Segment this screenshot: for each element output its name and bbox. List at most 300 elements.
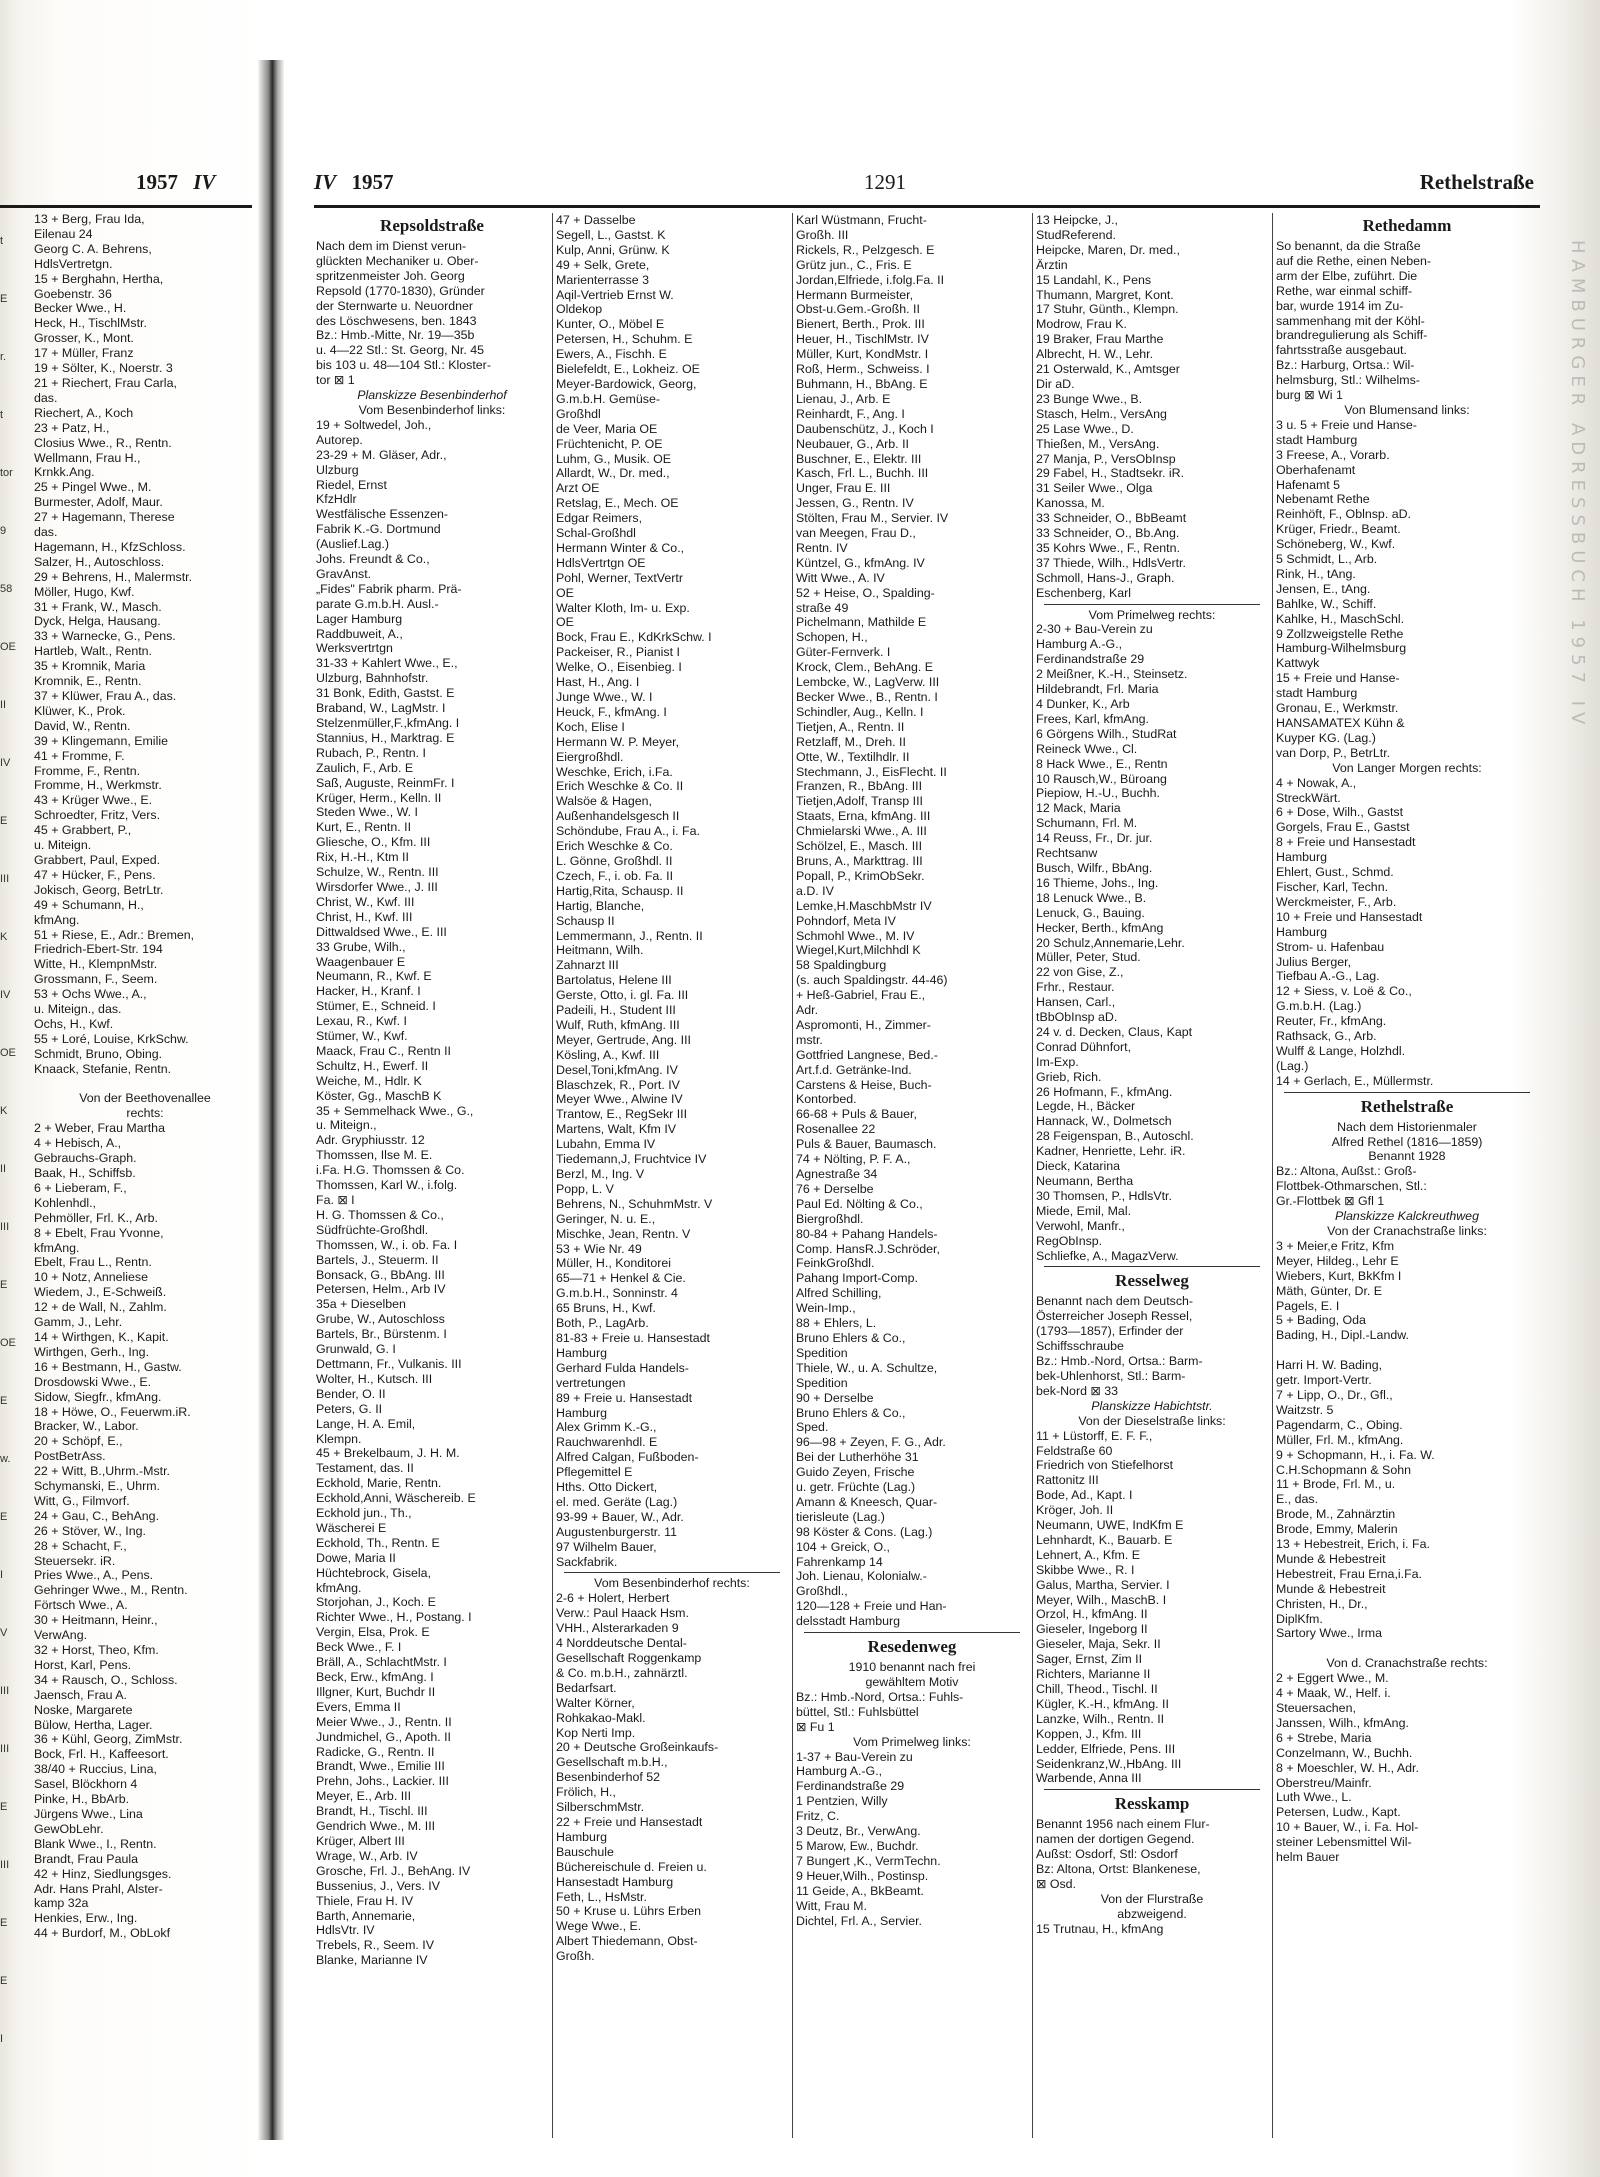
directory-entry: Goebenstr. 36	[34, 286, 112, 301]
section-note: abzweigend.	[1117, 1906, 1187, 1921]
directory-entry: + Heß-Gabriel, Frau E.,	[796, 988, 926, 1003]
directory-entry: Obst-u.Gem.-Großh. II	[796, 302, 920, 317]
directory-entry: de Veer, Maria OE	[556, 421, 658, 436]
directory-entry: Strom- u. Hafenbau	[1276, 939, 1385, 954]
directory-entry: Peters, G. II	[316, 1401, 383, 1416]
directory-entry: 12 + de Wall, N., Zahlm.	[34, 1300, 167, 1315]
directory-entry: 13 Heipcke, J.,	[1036, 213, 1118, 227]
directory-entry: Carstens & Heise, Buch-	[796, 1077, 932, 1092]
directory-entry: Krüger, Albert III	[316, 1833, 405, 1848]
directory-entry: 32 + Horst, Theo, Kfm.	[34, 1643, 159, 1657]
directory-entry: Evers, Emma II	[316, 1699, 401, 1714]
directory-entry: Meyer, Gertrude, Ang. III	[556, 1032, 691, 1047]
directory-entry: 27 Manja, P., VersObInsp	[1036, 451, 1176, 466]
directory-entry: Hamburg	[556, 1405, 607, 1420]
directory-entry: 11 Geide, A., BkBeamt.	[796, 1883, 924, 1898]
directory-entry: Blaschzek, R., Port. IV	[556, 1077, 680, 1092]
directory-entry: Tiefbau A.-G., Lag.	[1276, 969, 1380, 984]
directory-entry: Art.f.d. Getränke-Ind.	[796, 1062, 912, 1077]
directory-entry: 7 + Lipp, O., Dr., Gfl.,	[1276, 1387, 1393, 1402]
directory-entry: stadt Hamburg	[1276, 432, 1358, 447]
directory-entry: Hacker, H., Kranf. I	[316, 984, 421, 999]
directory-entry: Thomssen, W., i. ob. Fa. I	[316, 1237, 458, 1252]
directory-entry: Ebelt, Frau L., Rentn.	[34, 1255, 152, 1270]
directory-entry: Wiebers, Kurt, BkKfm I	[1276, 1268, 1402, 1283]
directory-entry: 35 + Semmelhack Wwe., G.,	[316, 1103, 474, 1118]
directory-entry: 3 + Meier,e Fritz, Kfm	[1276, 1238, 1395, 1253]
directory-entry: Wein-Imp.,	[796, 1301, 856, 1316]
directory-entry: Schmohl Wwe., M. IV	[796, 928, 915, 943]
directory-entry: Galus, Martha, Servier. I	[1036, 1577, 1170, 1592]
directory-entry: Harri H. W. Bading,	[1276, 1358, 1383, 1373]
directory-entry: Lager Hamburg	[316, 611, 403, 626]
directory-entry: parate G.m.b.H. Ausl.-	[316, 596, 439, 611]
directory-entry: 26 + Stöver, W., Ing.	[34, 1523, 146, 1538]
directory-entry: u. Miteign.	[34, 838, 92, 853]
section-note: Vom Besenbinderhof links:	[358, 402, 506, 417]
margin-codes	[0, 212, 18, 2142]
directory-entry: Bruno Ehlers & Co.,	[796, 1330, 906, 1345]
directory-entry: getr. Import-Vertr.	[1276, 1373, 1372, 1388]
directory-entry: (1793—1857), Erfinder der	[1036, 1324, 1184, 1339]
directory-entry: Janssen, Wilh., kfmAng.	[1276, 1715, 1409, 1730]
directory-entry: Schliefke, A., MagazVerw.	[1036, 1248, 1179, 1263]
directory-entry: 38/40 + Ruccius, Lina,	[34, 1762, 157, 1777]
directory-entry: Stölten, Frau M., Servier. IV	[796, 511, 949, 526]
directory-entry: Repsold (1770-1830), Gründer	[316, 283, 485, 298]
directory-entry: 22 + Witt, B.,Uhrm.-Mstr.	[34, 1464, 170, 1479]
directory-entry: Besenbinderhof 52	[556, 1770, 661, 1785]
book-gutter	[258, 60, 284, 2140]
directory-entry: 22 von Gise, Z.,	[1036, 965, 1124, 980]
directory-entry: Wulff & Lange, Holzhdl.	[1276, 1043, 1406, 1058]
directory-entry: 28 + Schacht, F.,	[34, 1538, 127, 1553]
directory-entry: Wrage, W., Arb. IV	[316, 1848, 418, 1863]
margin-code: OE	[0, 1337, 16, 1349]
directory-entry: Hüchtebrock, Gisela,	[316, 1565, 432, 1580]
directory-entry: Verw.: Paul Haack Hsm.	[556, 1606, 689, 1621]
directory-entry: Karl Wüstmann, Frucht-	[796, 213, 927, 227]
directory-entry: 66-68 + Puls & Bauer,	[796, 1107, 917, 1122]
directory-entry: Benannt nach dem Deutsch-	[1036, 1294, 1194, 1309]
directory-entry: Ulzburg, Bahnhofstr.	[316, 671, 429, 686]
section-divider	[1044, 1789, 1260, 1790]
directory-entry: Sped.	[796, 1420, 829, 1435]
directory-entry: David, W., Rentn.	[34, 718, 131, 733]
directory-entry: Becker Wwe., H.	[34, 301, 127, 316]
section-divider	[1044, 1266, 1260, 1267]
directory-entry: Wirthgen, Gerh., Ing.	[34, 1344, 150, 1359]
directory-entry: 8 + Ebelt, Frau Yvonne,	[34, 1225, 164, 1240]
directory-entry: PostBetrAss.	[34, 1449, 106, 1464]
directory-entry: Rosenallee 22	[796, 1122, 876, 1137]
directory-entry: Müller, H., Konditorei	[556, 1256, 672, 1271]
section-note: Von d. Cranachstraße rechts:	[1326, 1656, 1488, 1671]
directory-entry: Brandt, H., Tischl. III	[316, 1804, 428, 1819]
directory-entry: Henkies, Erw., Ing.	[34, 1911, 138, 1926]
directory-entry: Bz.: Harburg, Ortsa.: Wil-	[1276, 358, 1415, 373]
directory-entry: Luth Wwe., L.	[1276, 1790, 1352, 1805]
directory-entry: 15 + Berghahn, Hertha,	[34, 271, 164, 286]
directory-entry: Pagendarm, C., Obing.	[1276, 1417, 1403, 1432]
directory-entry: Pagels, E. I	[1276, 1298, 1340, 1313]
directory-entry: u. Miteign., das.	[34, 1002, 122, 1017]
section-note: rechts:	[126, 1106, 164, 1121]
directory-entry: HdlsVertrtgn OE	[556, 555, 646, 570]
directory-entry: tor ⊠ 1	[316, 373, 355, 388]
column-divider	[1032, 213, 1033, 2138]
directory-entry: Müller, Frl. M., kfmAng.	[1276, 1432, 1404, 1447]
directory-entry: Dittwaldsed Wwe., E. III	[316, 924, 447, 939]
directory-entry: 65—71 + Henkel & Cie.	[556, 1271, 686, 1286]
directory-entry: 13 + Hebestreit, Erich, i. Fa.	[1276, 1537, 1430, 1552]
directory-entry: Storjohan, J., Koch. E	[316, 1595, 436, 1610]
directory-entry: Bienert, Berth., Prok. III	[796, 317, 925, 332]
directory-entry: Krüger, Herm., Kelln. II	[316, 790, 442, 805]
directory-entry: Ferdinandstraße 29	[796, 1779, 905, 1794]
directory-entry: Wiedem, J., E-Schweiß.	[34, 1285, 167, 1300]
directory-entry: 31-33 + Kahlert Wwe., E.,	[316, 656, 458, 671]
directory-entry: 10 + Freie und Hansestadt	[1276, 909, 1423, 924]
directory-entry: 17 + Müller, Franz	[34, 346, 134, 361]
directory-entry: So benannt, da die Straße	[1276, 239, 1421, 253]
directory-entry: Jürgens Wwe., Lina	[34, 1806, 143, 1821]
section-note: 1910 benannt nach frei	[848, 1660, 976, 1675]
directory-entry: Retzlaff, M., Dreh. II	[796, 734, 906, 749]
directory-entry: u. 4—22 Stl.: St. Georg, Nr. 45	[316, 343, 485, 358]
directory-entry: Oberhafenamt	[1276, 462, 1356, 477]
directory-entry: Bode, Ad., Kapt. I	[1036, 1488, 1133, 1503]
directory-entry: Czech, F., i. ob. Fa. II	[556, 868, 674, 883]
directory-entry: Adr. Hans Prahl, Alster-	[34, 1881, 163, 1896]
margin-code: III	[0, 1743, 10, 1755]
directory-entry: Noske, Margarete	[34, 1702, 133, 1717]
street-heading: Rethelstraße	[1360, 1096, 1454, 1116]
directory-entry: Pinke, H., BbArb.	[34, 1792, 130, 1807]
directory-entry: das.	[34, 525, 58, 540]
directory-entry: 8 + Freie und Hansestadt	[1276, 835, 1416, 850]
directory-entry: Biergroßhdl.	[796, 1211, 864, 1226]
section-divider	[1284, 1092, 1530, 1093]
column-1	[316, 213, 548, 2143]
street-heading: Resselweg	[1115, 1271, 1189, 1291]
directory-entry: Hamburg	[556, 1829, 607, 1844]
directory-entry: 4 + Maak, W., Helf. i.	[1276, 1686, 1391, 1701]
directory-entry: Brode, M., Zahnärztin	[1276, 1507, 1396, 1522]
directory-entry: 104 + Greick, O.,	[796, 1539, 891, 1554]
directory-entry: Jensen, E., tAng.	[1276, 581, 1371, 596]
directory-entry: Witte, H., KlempnMstr.	[34, 957, 158, 972]
directory-entry: Bahlke, W., Schiff.	[1276, 596, 1377, 611]
left-column	[34, 212, 256, 2142]
directory-entry: KfzHdlr	[316, 492, 357, 507]
directory-entry: 23 Bunge Wwe., B.	[1036, 391, 1143, 406]
margin-code: OE	[0, 1047, 16, 1059]
directory-entry: 2 Meißner, K.-H., Steinsetz.	[1036, 667, 1188, 682]
directory-entry: des Löschwesens, ben. 1843	[316, 313, 477, 328]
directory-entry: 9 Zollzweigstelle Rethe	[1276, 626, 1404, 641]
directory-entry: Pohl, Werner, TextVertr	[556, 570, 683, 585]
directory-entry: Schöndube, Frau A., i. Fa.	[556, 824, 700, 839]
directory-entry: Waitzstr. 5	[1276, 1402, 1334, 1417]
directory-entry: Gehringer Wwe., M., Rentn.	[34, 1583, 188, 1598]
directory-entry: 17 Stuhr, Günth., Klempn.	[1036, 302, 1179, 317]
directory-entry: GravAnst.	[316, 566, 372, 581]
directory-entry: Fabrik K.-G. Dortmund	[316, 522, 441, 537]
directory-entry: Hermann Winter & Co.,	[556, 540, 685, 555]
directory-entry: Grunwald, G. I	[316, 1342, 396, 1357]
directory-entry: Wege Wwe., E.	[556, 1919, 642, 1934]
directory-entry: RegObInsp.	[1036, 1233, 1103, 1248]
header-rule	[0, 205, 252, 208]
directory-entry: Kasch, Frl. L., Buchh. III	[796, 466, 929, 481]
directory-entry: Krock, Clem., BehAng. E	[796, 660, 934, 675]
directory-entry: Brandt, Frau Paula	[34, 1851, 139, 1866]
directory-entry: Schmoll, Hans-J., Graph.	[1036, 570, 1175, 585]
section-note: Von der Dieselstraße links:	[1078, 1413, 1226, 1428]
directory-entry	[1276, 1343, 1538, 1358]
directory-entry: Sidow, Siegfr., kfmAng.	[34, 1389, 162, 1404]
directory-entry: 16 + Bestmann, H., Gastw.	[34, 1359, 182, 1374]
directory-entry: Knaack, Stefanie, Rentn.	[34, 1061, 172, 1076]
directory-entry: Gesellschaft m.b.H.,	[556, 1755, 668, 1770]
directory-entry: Walter Körner,	[556, 1695, 635, 1710]
directory-entry: Dowe, Maria II	[316, 1550, 396, 1565]
margin-code: III	[0, 1685, 10, 1697]
directory-entry: Petersen, H., Schuhm. E	[556, 332, 693, 347]
margin-code: III	[0, 1859, 10, 1871]
directory-entry: Grube, W., Autoschloss	[316, 1312, 445, 1327]
directory-entry: 88 + Ehlers, L.	[796, 1316, 877, 1331]
directory-entry: Tiedemann,J, Fruchtvice IV	[556, 1152, 707, 1167]
directory-entry: G.m.b.H., Sonninstr. 4	[556, 1286, 678, 1301]
directory-entry: Riedel, Ernst	[316, 477, 387, 492]
directory-entry: Gendrich Wwe., M. III	[316, 1819, 436, 1834]
directory-entry: Bracker, W., Labor.	[34, 1419, 139, 1434]
directory-entry: Allardt, W., Dr. med.,	[556, 466, 670, 481]
directory-entry: HdlsVertretgn.	[34, 256, 113, 271]
section-note: Von Langer Morgen rechts:	[1332, 760, 1482, 775]
section-note: Planskizze Kalckreuthweg	[1335, 1209, 1479, 1224]
directory-entry: Pehmöller, Frl. K., Arb.	[34, 1210, 158, 1225]
directory-entry: Hermann Burmeister,	[796, 287, 914, 302]
directory-entry: Dettmann, Fr., Vulkanis. III	[316, 1356, 462, 1371]
directory-entry: Gliesche, O., Kfm. III	[316, 835, 431, 850]
directory-entry: Retslag, E., Mech. OE	[556, 496, 679, 511]
directory-entry: Förtsch Wwe., A.	[34, 1598, 128, 1613]
directory-entry: Ewers, A., Fischh. E	[556, 347, 667, 362]
margin-code: t	[0, 409, 4, 421]
directory-entry: E., das.	[1276, 1492, 1319, 1507]
directory-entry: Österreicher Joseph Ressel,	[1036, 1309, 1193, 1324]
directory-entry: 35a + Dieselben	[316, 1297, 406, 1312]
directory-entry: 29 + Behrens, H., Malermstr.	[34, 569, 193, 584]
directory-entry: 47 + Hücker, F., Pens.	[34, 867, 156, 882]
year: 1957	[351, 170, 394, 194]
directory-entry: 5 + Bading, Oda	[1276, 1313, 1366, 1328]
directory-entry: 33 Schneider, O., Bb.Ang.	[1036, 526, 1180, 541]
directory-entry: 11 + Lüstorff, E. F. F.,	[1036, 1428, 1153, 1443]
directory-entry: Piepiow, H.-U., Buchh.	[1036, 786, 1160, 801]
directory-entry: Munde & Hebestreit	[1276, 1581, 1386, 1596]
directory-entry: Augustenburgerstr. 11	[556, 1524, 678, 1539]
directory-entry: Im-Exp.	[1036, 1054, 1079, 1069]
directory-entry: tierisleute (Lag.)	[796, 1509, 885, 1524]
directory-entry: Behrens, N., SchuhmMstr. V	[556, 1196, 713, 1211]
directory-entry: Bartolatus, Helene III	[556, 973, 672, 988]
directory-entry: Büchereischule d. Freien u.	[556, 1859, 707, 1874]
directory-entry: Neubauer, G., Arb. II	[796, 436, 909, 451]
directory-entry: Testament, das. II	[316, 1461, 414, 1476]
directory-entry: Jokisch, Georg, BetrLtr.	[34, 882, 164, 897]
directory-entry: el. med. Geräte (Lag.)	[556, 1494, 678, 1509]
directory-entry: Stümer, W., Kwf.	[316, 1029, 408, 1044]
directory-entry: Maack, Frau C., Rentn II	[316, 1043, 451, 1058]
directory-entry: Hartleb, Walt., Rentn.	[34, 644, 152, 659]
directory-entry: Gorgels, Frau E., Gastst	[1276, 820, 1410, 835]
directory-entry: 22 + Freie und Hansestadt	[556, 1814, 703, 1829]
directory-entry: Kattwyk	[1276, 656, 1320, 671]
directory-entry: Eiergroßhdl.	[556, 749, 624, 764]
directory-entry: Kösling, A., Kwf. III	[556, 1047, 660, 1062]
directory-entry: Weiche, M., Hdlr. K	[316, 1073, 422, 1088]
directory-entry: Daubenschütz, J., Koch I	[796, 421, 934, 436]
directory-entry: Georg C. A. Behrens,	[34, 241, 152, 256]
directory-entry: Illgner, Kurt, Buchdr II	[316, 1684, 436, 1699]
directory-entry: Neumann, Bertha	[1036, 1174, 1134, 1188]
directory-entry: 34 + Rausch, O., Schloss.	[34, 1672, 178, 1687]
directory-entry: Lexau, R., Kwf. I	[316, 1014, 407, 1029]
directory-entry: „Fides" Fabrik pharm. Prä-	[316, 581, 462, 596]
directory-entry: Dyck, Helga, Hausang.	[34, 614, 161, 629]
street-heading: Rethedamm	[1362, 216, 1452, 235]
directory-entry: Reuter, Fr., kfmAng.	[1276, 1014, 1387, 1029]
directory-entry: Meier Wwe., J., Rentn. II	[316, 1714, 452, 1729]
margin-code: I	[0, 1569, 4, 1581]
directory-entry: 15 Trutnau, H., kfmAng	[1036, 1921, 1164, 1936]
directory-entry: 24 v. d. Decken, Claus, Kapt	[1036, 1024, 1193, 1039]
directory-entry: Bz.: Hmb.-Nord, Ortsa.: Fuhls-	[796, 1689, 964, 1704]
directory-entry: Hannack, W., Dolmetsch	[1036, 1114, 1172, 1129]
directory-entry: Salzer, H., Autoschloss.	[34, 554, 165, 569]
directory-entry: Becker Wwe., B., Rentn. I	[796, 690, 938, 704]
directory-entry: Pichelmann, Mathilde E	[796, 615, 927, 630]
directory-entry: 19 + Sölter, K., Noerstr. 3	[34, 361, 173, 376]
directory-entry: Hamburg	[556, 1345, 607, 1360]
directory-entry: Reinhöft, F., Oblnsp. aD.	[1276, 507, 1411, 522]
directory-entry: Burmester, Adolf, Maur.	[34, 495, 163, 510]
section-divider	[804, 1632, 1020, 1633]
directory-entry: Alfred Calgan, Fußboden-	[556, 1450, 699, 1465]
directory-entry: 33 + Warnecke, G., Pens.	[34, 629, 176, 644]
directory-entry: Schöneberg, W., Kwf.	[1276, 537, 1396, 552]
directory-entry: 7 Bungert ,K., VermTechn.	[796, 1853, 941, 1868]
directory-entry: Schmidt, Bruno, Obing.	[34, 1046, 163, 1061]
directory-entry: Rink, H., tAng.	[1276, 566, 1356, 581]
directory-entry: Benannt 1956 nach einem Flur-	[1036, 1817, 1210, 1832]
directory-entry: StreckWärt.	[1276, 790, 1341, 805]
directory-entry: 53 + Ochs Wwe., A.,	[34, 987, 147, 1002]
directory-entry: Wolter, H., Kutsch. III	[316, 1371, 433, 1386]
directory-entry: Christen, H., Dr.,	[1276, 1596, 1368, 1611]
directory-entry: Kanossa, M.	[1036, 496, 1105, 511]
directory-entry: spritzenmeister Joh. Georg	[316, 268, 465, 283]
directory-entry: Eckhold jun., Th.,	[316, 1506, 412, 1521]
directory-entry: Bz.: Altona, Außst.: Groß-	[1276, 1164, 1417, 1179]
directory-entry: 93-99 + Bauer, W., Adr.	[556, 1509, 684, 1524]
directory-entry: Koppen, J., Kfm. III	[1036, 1726, 1142, 1741]
directory-entry: Kontorbed.	[796, 1092, 857, 1107]
directory-entry: Kuyper KG. (Lag.)	[1276, 730, 1376, 745]
directory-entry: 96—98 + Zeyen, F. G., Adr.	[796, 1435, 946, 1450]
directory-entry: 18 Lenuck Wwe., B.	[1036, 890, 1147, 905]
directory-entry: 6 + Dose, Wilh., Gastst	[1276, 805, 1404, 820]
margin-code: I	[0, 2033, 4, 2045]
directory-entry: Desel,Toni,kfmAng. IV	[556, 1062, 678, 1077]
directory-entry: Hildebrandt, Frl. Maria	[1036, 682, 1159, 697]
directory-entry: Brode, Emmy, Malerin	[1276, 1522, 1398, 1537]
directory-entry: Richters, Marianne II	[1036, 1667, 1151, 1682]
directory-entry: Friedrich von Stiefelhorst	[1036, 1458, 1174, 1473]
directory-entry: Albrecht, H. W., Lehr.	[1036, 347, 1154, 362]
directory-entry: Edgar Reimers,	[556, 511, 643, 526]
directory-entry: namen der dortigen Gegend.	[1036, 1832, 1195, 1847]
directory-entry: Autorep.	[316, 432, 363, 447]
directory-entry: 89 + Freie u. Hansestadt	[556, 1390, 693, 1405]
directory-entry: Bading, H., Dipl.-Landw.	[1276, 1328, 1409, 1343]
directory-entry: 6 + Strebe, Maria	[1276, 1730, 1372, 1745]
directory-entry: der Sternwarte u. Neuordner	[316, 298, 474, 313]
directory-entry: Erich Weschke & Co.	[556, 839, 673, 854]
directory-entry: Ehlert, Gust., Schmd.	[1276, 865, 1394, 880]
directory-entry: 14 + Gerlach, E., Müllermstr.	[1276, 1073, 1434, 1088]
directory-entry: Frees, Karl, kfmAng.	[1036, 711, 1149, 726]
directory-entry: StudReferend.	[1036, 227, 1116, 242]
directory-entry: VHH., Alsterarkaden 9	[556, 1621, 679, 1636]
directory-entry: Gebrauchs-Graph.	[34, 1151, 137, 1166]
section-note: Von der Flurstraße	[1100, 1891, 1204, 1906]
directory-entry: 4 Dunker, K., Arb	[1036, 697, 1130, 711]
directory-entry: OE	[556, 615, 574, 630]
directory-entry: u. Miteign.,	[316, 1118, 377, 1133]
margin-code: E	[0, 1917, 8, 1929]
margin-code: III	[0, 873, 10, 885]
directory-entry: 23 + Patz, H.,	[34, 420, 110, 435]
directory-entry: Eckhold,Anni, Wäschereib. E	[316, 1491, 476, 1506]
directory-entry: Eckhold, Marie, Rentn.	[316, 1476, 442, 1491]
directory-entry: Stannius, H., Marktrag. E	[316, 730, 455, 745]
directory-entry: 1 Pentzien, Willy	[796, 1794, 888, 1809]
directory-entry: 8 + Moeschler, W. H., Adr.	[1276, 1760, 1419, 1775]
directory-entry: Köster, Gg., MaschB K	[316, 1088, 442, 1103]
directory-entry: Eschenberg, Karl	[1036, 585, 1132, 600]
directory-entry: 18 + Höwe, O., Feuerwm.iR.	[34, 1404, 191, 1419]
directory-entry: Hths. Otto Dickert,	[556, 1480, 658, 1495]
directory-entry: büttel, Stl.: Fuhlsbüttel	[796, 1704, 919, 1719]
directory-entry: Lehnert, A., Kfm. E	[1036, 1547, 1140, 1562]
directory-entry: Außenhandelsgesch II	[556, 809, 680, 824]
directory-entry: Bender, O. II	[316, 1386, 386, 1401]
directory-entry: Kop Nerti Imp.	[556, 1725, 636, 1740]
directory-entry: Mischke, Jean, Rentn. V	[556, 1226, 691, 1241]
directory-entry: Both, P., LagArb.	[556, 1316, 649, 1331]
directory-entry: 50 + Kruse u. Lührs Erben	[556, 1904, 701, 1919]
directory-entry: Walter Kloth, Im- u. Exp.	[556, 600, 690, 615]
directory-entry: Fromme, F., Rentn.	[34, 763, 141, 778]
directory-entry: Schal-Großhdl	[556, 526, 636, 541]
volume: IV	[193, 170, 216, 194]
directory-entry: Closius Wwe., R., Rentn.	[34, 435, 172, 450]
